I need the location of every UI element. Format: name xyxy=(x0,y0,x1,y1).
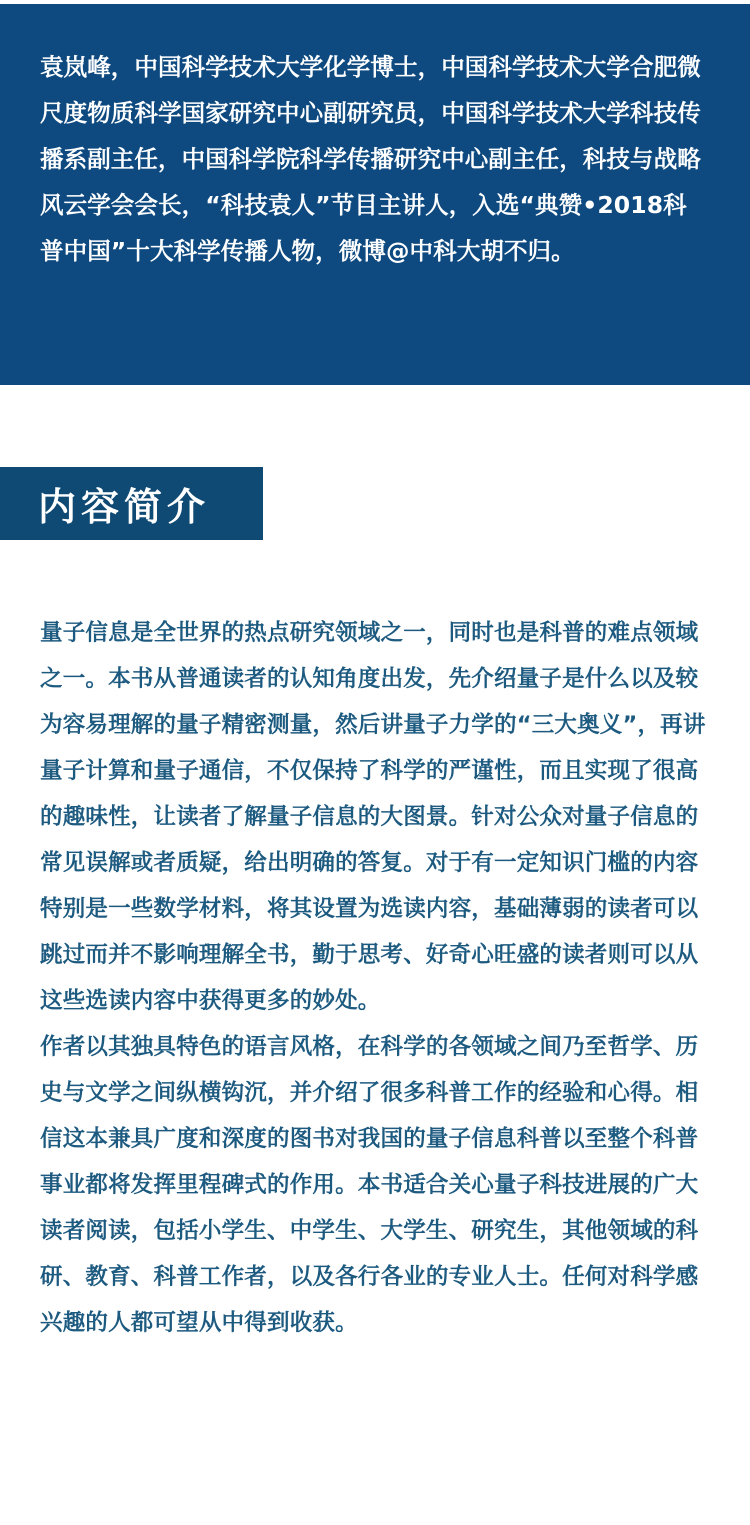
summary-paragraph-2: 作者以其独具特色的语言风格，在科学的各领域之间乃至哲学、历史与文学之间纵横钩沉，并介绍了很多科普工作的经验和心得。相信这本兼具广度和深度的图书对我国的量子信息科普以至整个科普事业都将发挥里程碑式的作用。本书适合关心量子科技进展的广大读者阅读，包括小学生、中学生、大学生、研究生，其他领域的科研、教育、科普工作者，以及各行各业的专业人士。任何对科学感兴趣的人都可望从中得到收获。 xyxy=(40,1034,699,1336)
section-header xyxy=(0,467,263,540)
author-bio-panel xyxy=(0,4,750,385)
summary-content xyxy=(40,610,720,1346)
section-title: 内容简介 xyxy=(38,484,211,529)
author-bio-text: 袁岚峰，中国科学技术大学化学博士，中国科学技术大学合肥微尺度物质科学国家研究中心副研究员，中国科学技术大学科技传播系副主任，中国科学院科学传播研究中心副主任，科技与战略风云学会会长，“科技袁人”节目主讲人，入选“典赞•2018科普中国”十大科学传播人物，微博@中科大胡不归。 xyxy=(40,53,701,265)
summary-paragraph-1: 量子信息是全世界的热点研究领域之一，同时也是科普的难点领域之一。本书从普通读者的认知角度出发，先介绍量子是什么以及较为容易理解的量子精密测量，然后讲量子力学的“三大奥义”，再讲量子计算和量子通信，不仅保持了科学的严谨性，而且实现了很高的趣味性，让读者了解量子信息的大图景。针对公众对量子信息的常见误解或者质疑，给出明确的答复。对于有一定知识门槛的内容特别是一些数学材料，将其设置为选读内容，基础薄弱的读者可以跳过而并不影响理解全书，勤于思考、好奇心旺盛的读者则可以从这些选读内容中获得更多的妙处。 xyxy=(40,620,706,1014)
